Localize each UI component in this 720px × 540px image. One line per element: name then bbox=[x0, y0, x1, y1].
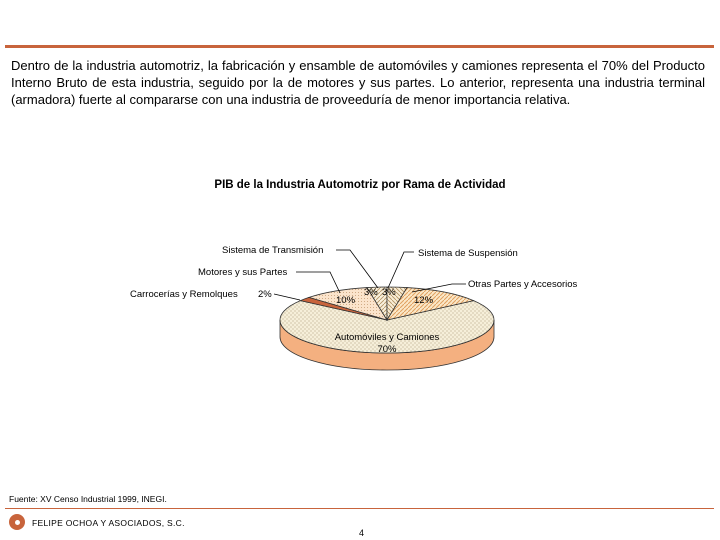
label-carrocerias: Carrocerías y Remolques bbox=[130, 289, 238, 300]
leader-line-carrocerias bbox=[274, 294, 300, 300]
label-sistema-suspension: Sistema de Suspensión bbox=[418, 248, 518, 259]
page-number: 4 bbox=[359, 528, 365, 538]
label-automoviles: Automóviles y Camiones bbox=[334, 332, 440, 343]
label-otras-partes: Otras Partes y Accesorios bbox=[468, 279, 578, 290]
leader-line-transmision bbox=[336, 250, 378, 288]
pct-otras: 12% bbox=[414, 295, 434, 306]
leader-line-motores bbox=[296, 272, 340, 293]
intro-paragraph: Dentro de la industria automotriz, la fabricación y ensamble de automóviles y camiones representa el 70% del Producto Interno Bruto de esta industria, seguido por la de motores y sus partes. Lo anterior, representa una industria terminal (armadora) fuerte al compararse con una industria de proveeduría de menor importancia relativa. bbox=[11, 58, 705, 107]
company-name: FELIPE OCHOA Y ASOCIADOS, S.C. bbox=[32, 518, 185, 528]
pct-transmision: 3% bbox=[364, 287, 378, 298]
company-logo-icon bbox=[9, 514, 25, 530]
pct-motores: 10% bbox=[336, 295, 356, 306]
pct-suspension: 3% bbox=[382, 287, 396, 298]
chart-title: PIB de la Industria Automotriz por Rama de Actividad bbox=[214, 179, 506, 191]
label-motores-partes: Motores y sus Partes bbox=[198, 267, 288, 278]
footer-rule bbox=[5, 508, 714, 509]
label-sistema-transmision: Sistema de Transmisión bbox=[222, 245, 324, 256]
pct-automoviles: 70% bbox=[377, 344, 397, 355]
pct-carrocerias: 2% bbox=[258, 289, 272, 300]
leader-line-suspension bbox=[388, 252, 414, 288]
source-note: Fuente: XV Censo Industrial 1999, INEGI. bbox=[9, 494, 167, 504]
